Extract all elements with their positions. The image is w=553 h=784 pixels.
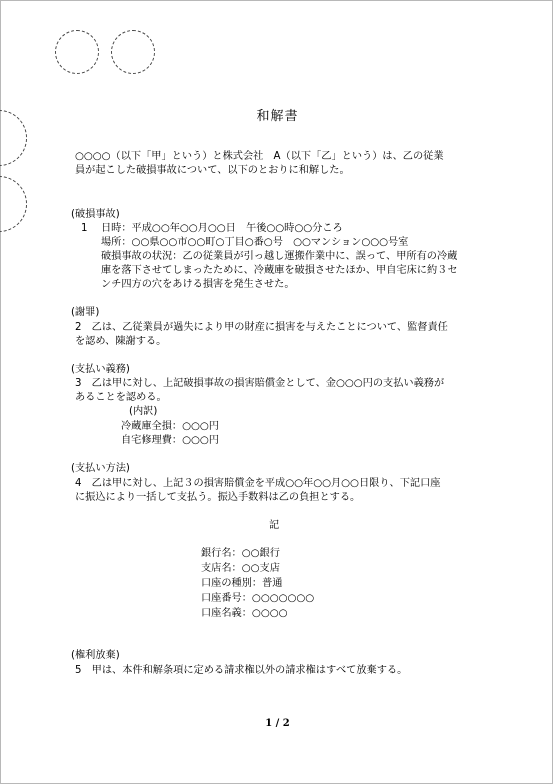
incident-line-5: ンチ四方の穴をあける損害を発生させた。 <box>101 279 295 290</box>
account-bank-name: 銀行名：○○銀行 <box>201 548 280 559</box>
incident-heading: (破損事故) <box>71 209 120 220</box>
incident-item-number: 1 <box>81 223 88 234</box>
account-number: 口座番号：○○○○○○○ <box>201 593 315 604</box>
account-type: 口座の種別：普通 <box>201 578 283 589</box>
apology-line-1: 2 乙は、乙従業員が過失により甲の財産に損害を与えたことについて、監督責任 <box>75 322 448 333</box>
waiver-line-1: 5 甲は、本件和解条項に定める請求権以外の請求権はすべて放棄する。 <box>75 665 408 676</box>
payment-obligation-line-1: 3 乙は甲に対し、上記破損事故の損害賠償金として、金○○○円の支払い義務が <box>75 378 445 389</box>
incident-line-1: 日時：平成○○年○○月○○日 午後○○時○○分ころ <box>101 223 343 234</box>
document-title: 和解書 <box>256 109 299 124</box>
payment-obligation-heading: (支払い義務) <box>71 364 130 375</box>
account-heading: 記 <box>269 520 280 531</box>
incident-line-4: 庫を落下させてしまったために、冷蔵庫を破損させたほか、甲自宅床に約３セ <box>101 265 458 276</box>
breakdown-home-repair: 自宅修理費：○○○円 <box>121 435 219 446</box>
apology-heading: (謝罪) <box>71 307 100 318</box>
payment-method-heading: (支払い方法) <box>71 463 130 474</box>
page-indicator: 1 / 2 <box>265 718 290 729</box>
payment-obligation-line-2: あることを認める。 <box>75 392 167 403</box>
incident-line-3: 破損事故の状況：乙の従業員が引っ越し運搬作業中に、誤って、甲所有の冷蔵 <box>101 251 458 262</box>
incident-line-2: 場所：○○県○○市○○町○丁目○番○号 ○○マンション○○○号室 <box>101 237 409 248</box>
account-branch-name: 支店名：○○支店 <box>201 563 280 574</box>
intro-line-2: 員が起こした破損事故について、以下のとおりに和解した。 <box>75 165 350 176</box>
waiver-heading: (権利放棄) <box>71 650 120 661</box>
intro-line-1: ○○○○（以下「甲」という）と株式会社 A（以下「乙」という）は、乙の従業 <box>75 151 444 162</box>
payment-method-line-1: 4 乙は甲に対し、上記３の損害賠償金を平成○○年○○月○○日限り、下記口座 <box>75 478 441 489</box>
seal-placeholder-left <box>55 30 99 74</box>
punch-hole-lower <box>0 176 27 232</box>
seal-placeholder-right <box>111 30 155 74</box>
account-holder: 口座名義：○○○○ <box>201 608 288 619</box>
payment-method-line-2: に振込により一括して支払う。振込手数料は乙の負担とする。 <box>75 492 361 503</box>
breakdown-fridge: 冷蔵庫全損：○○○円 <box>121 421 219 432</box>
apology-line-2: を認め、陳謝する。 <box>75 336 167 347</box>
breakdown-label: (内訳) <box>129 406 158 417</box>
